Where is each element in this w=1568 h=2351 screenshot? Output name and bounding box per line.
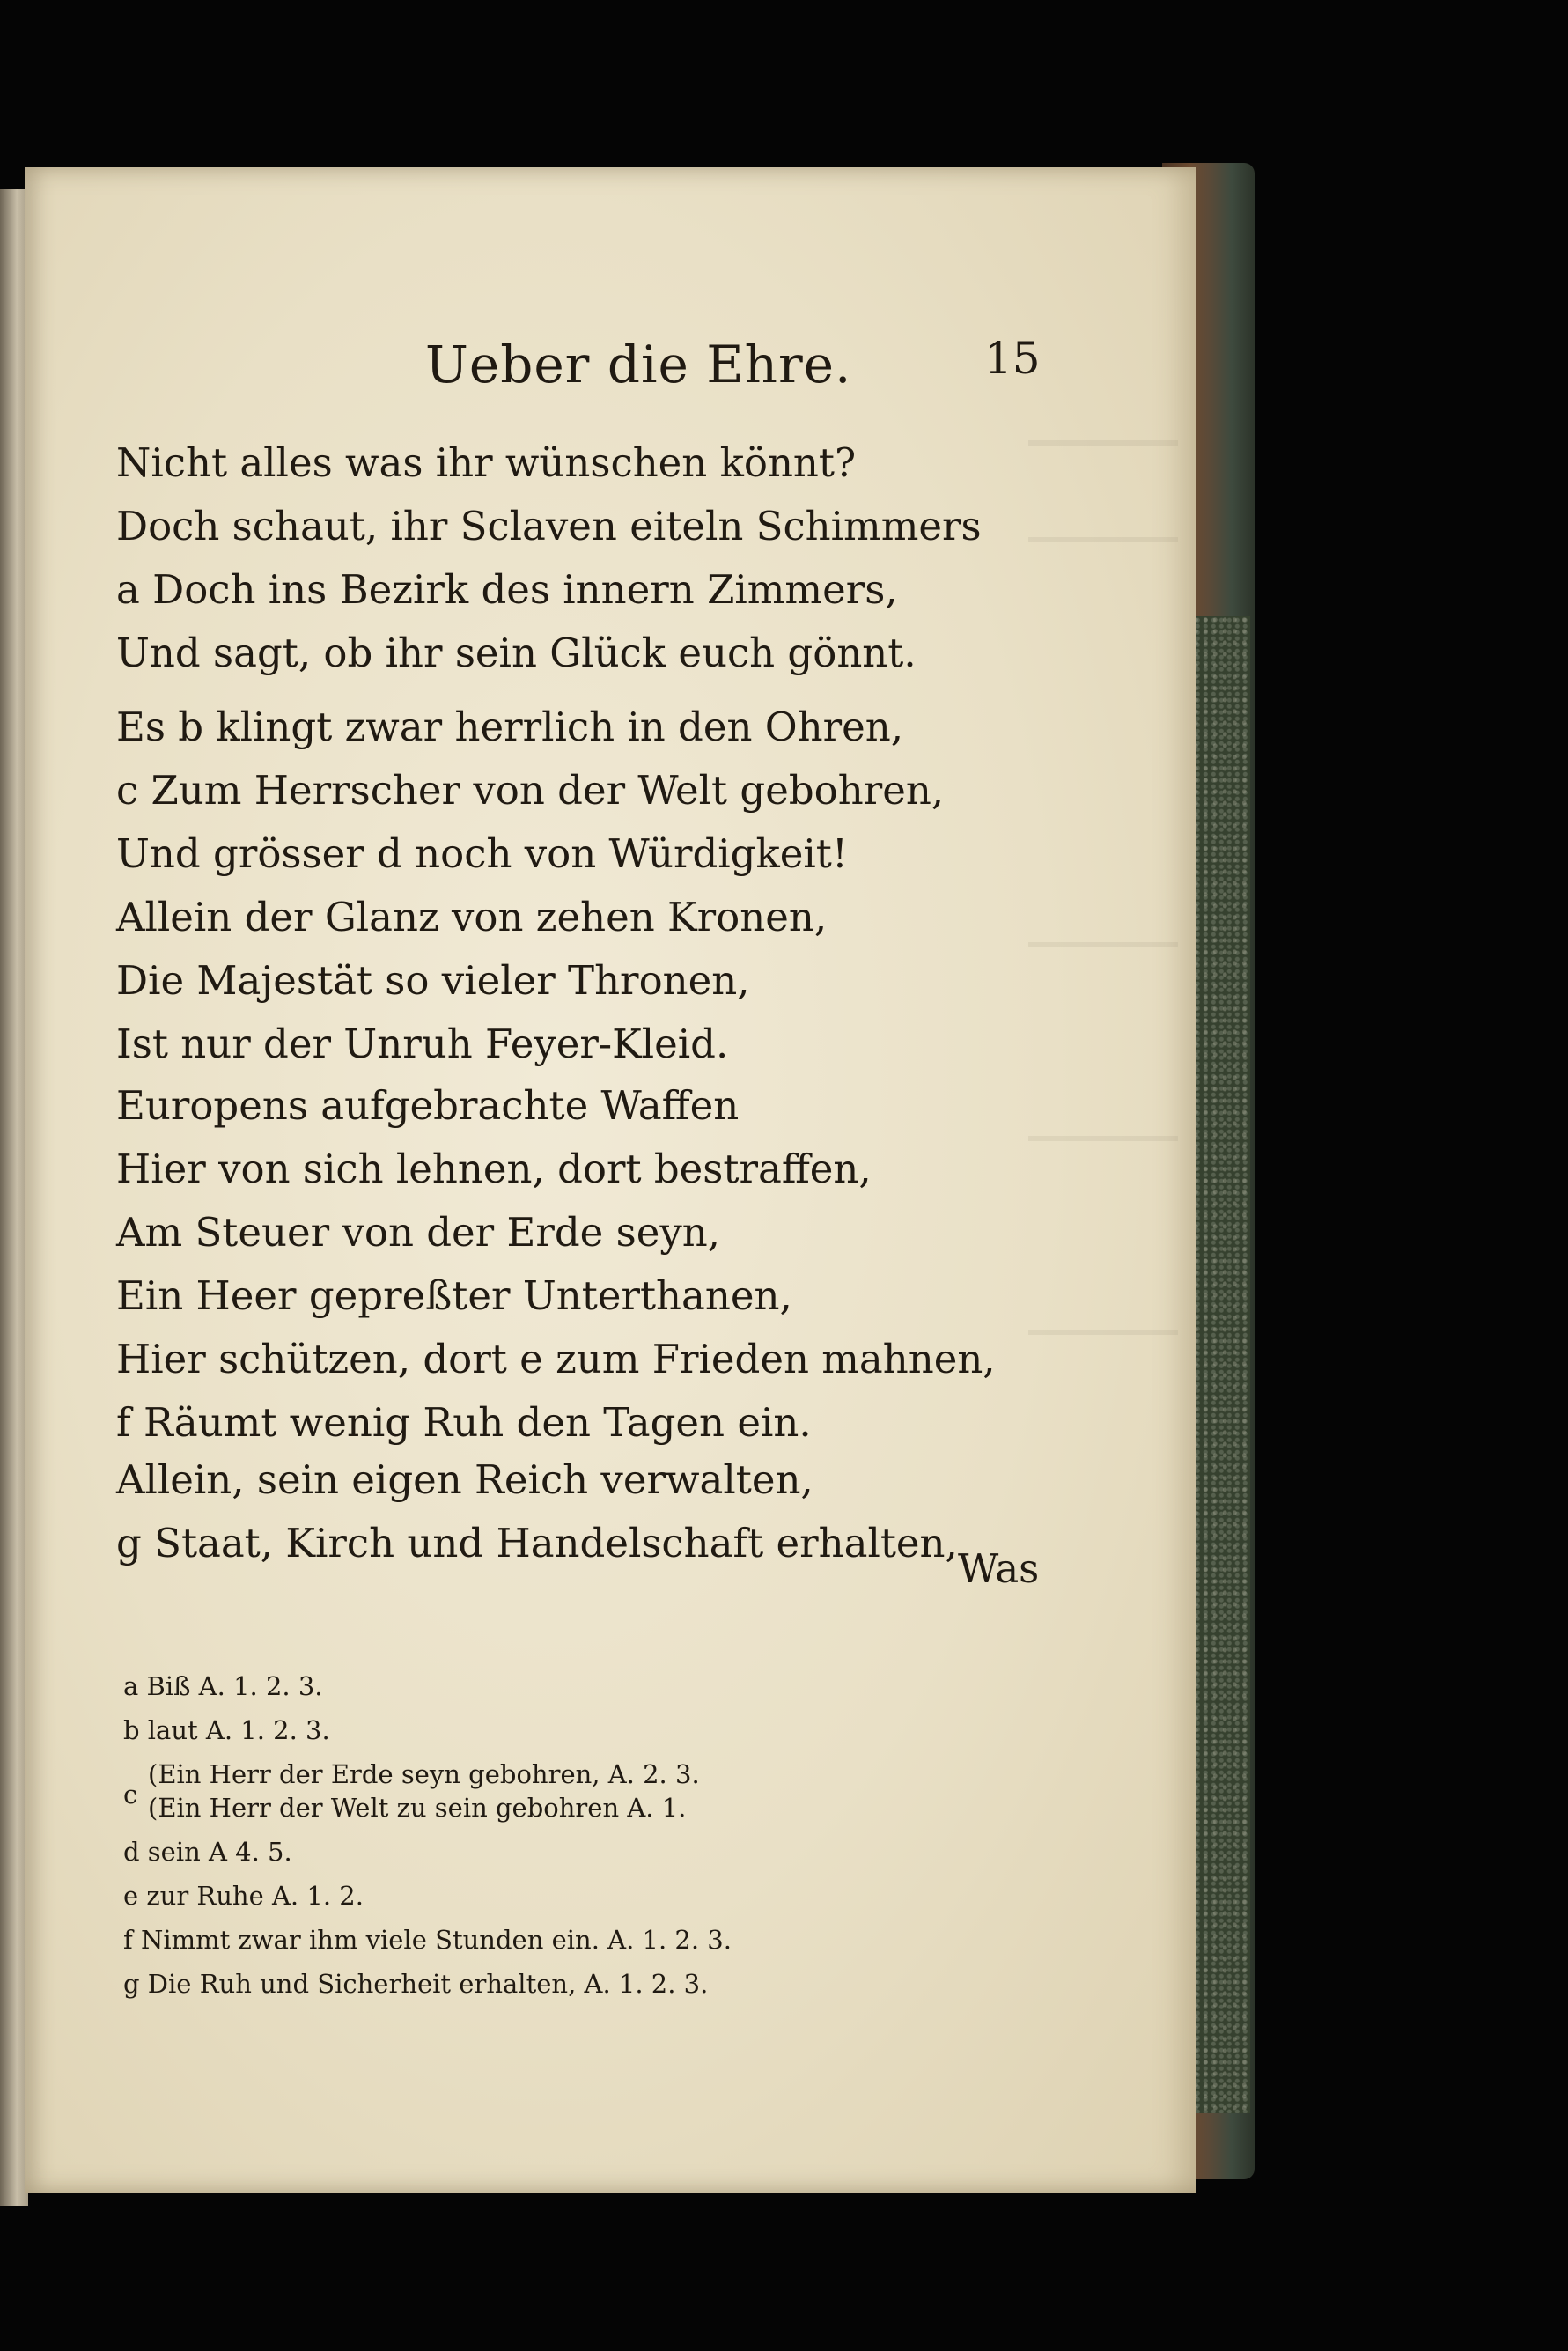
- verse-line: Europens aufgebrachte Waffen: [116, 1082, 740, 1129]
- note-d: d sein A 4. 5.: [123, 1837, 292, 1867]
- stanza: [116, 696, 961, 1076]
- stanza: [116, 1074, 996, 1455]
- show-through-line: [1028, 537, 1178, 542]
- page-content: [25, 167, 1196, 2193]
- verse-line: Hier schützen, dort e zum Frieden mahnen,: [116, 1336, 996, 1382]
- verse-line: Doch schaut, ihr Sclaven eiteln Schimmers: [116, 503, 982, 549]
- verse-line: Am Steuer von der Erde seyn,: [116, 1209, 721, 1256]
- note-a: a Biß A. 1. 2. 3.: [123, 1671, 323, 1701]
- verse-line: a Doch ins Bezirk des innern Zimmers,: [116, 566, 898, 613]
- show-through-line: [1028, 440, 1178, 446]
- verse-line: Die Majestät so vieler Thronen,: [116, 957, 750, 1004]
- verse-line: g Staat, Kirch und Handelschaft erhalten,: [116, 1520, 958, 1566]
- note-e: e zur Ruhe A. 1. 2.: [123, 1881, 364, 1911]
- show-through-line: [1028, 1136, 1178, 1141]
- book-page: [25, 167, 1196, 2193]
- stanza: [116, 431, 982, 685]
- note-f: f Nimmt zwar ihm viele Stunden ein. A. 1. 2. 3.: [123, 1925, 732, 1955]
- stanza: [116, 1448, 961, 1575]
- verse-line: f Räumt wenig Ruh den Tagen ein.: [116, 1399, 812, 1446]
- page-number: 15: [984, 333, 1041, 384]
- note-b: b laut A. 1. 2. 3.: [123, 1715, 330, 1745]
- note-g: g Die Ruh und Sicherheit erhalten, A. 1. 2. 3.: [123, 1969, 709, 1999]
- verse-line: Und grösser d noch von Würdigkeit!: [116, 830, 848, 877]
- verse-line: Es b klingt zwar herrlich in den Ohren,: [116, 704, 904, 750]
- verse-line: Allein der Glanz von zehen Kronen,: [116, 894, 828, 940]
- note-c: [123, 1758, 916, 1824]
- variant-notes: [123, 1664, 916, 2006]
- show-through-line: [1028, 1330, 1178, 1335]
- verse-line: Und sagt, ob ihr sein Glück euch gönnt.: [116, 630, 917, 676]
- catchword: Was: [958, 1545, 1040, 1592]
- verse-line: Ein Heer gepreßter Unterthanen,: [116, 1272, 792, 1319]
- show-through-line: [1028, 942, 1178, 947]
- note-c-variant-1: (Ein Herr der Erde seyn gebohren, A. 2. 3.: [148, 1759, 700, 1789]
- verse-line: Nicht alles was ihr wünschen könnt?: [116, 439, 857, 486]
- verse-line: Ist nur der Unruh Feyer-Kleid.: [116, 1021, 729, 1067]
- verse-line: c Zum Herrscher von der Welt gebohren,: [116, 767, 945, 814]
- note-c-letter: c: [123, 1780, 138, 1809]
- note-c-variant-2: (Ein Herr der Welt zu sein gebohren A. 1.: [148, 1793, 687, 1823]
- verse-line: Allein, sein eigen Reich verwalten,: [116, 1456, 813, 1503]
- running-head: Ueber die Ehre.: [425, 335, 852, 394]
- verse-line: Hier von sich lehnen, dort bestraffen,: [116, 1146, 872, 1192]
